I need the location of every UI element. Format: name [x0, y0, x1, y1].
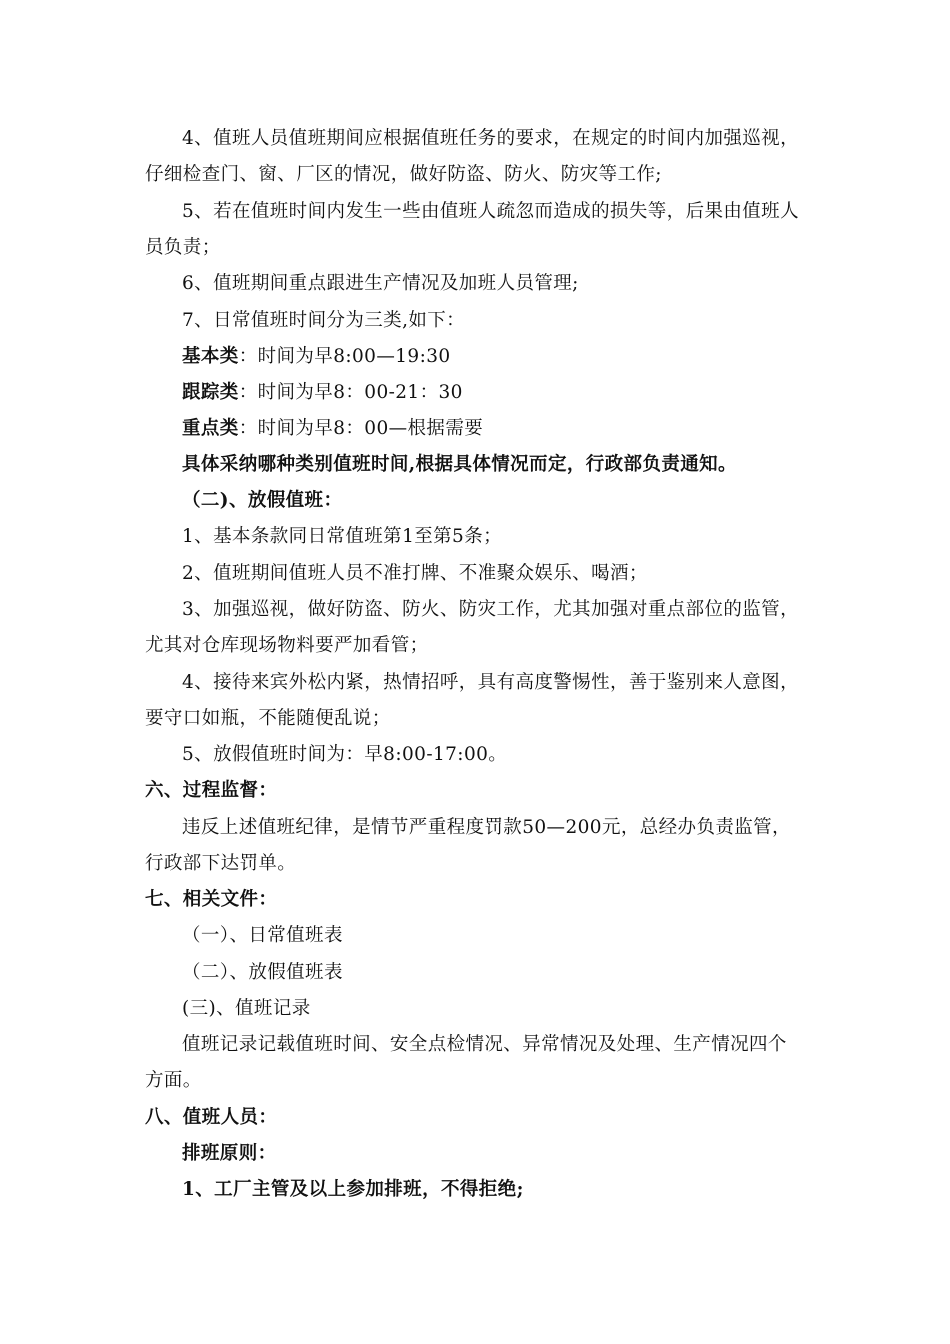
paragraph-line: 要守口如瓶，不能随便乱说； [145, 708, 391, 729]
section-heading: 六、过程监督： [145, 780, 278, 801]
paragraph-line: 4、值班人员值班期间应根据值班任务的要求，在规定的时间内加强巡视， [182, 128, 799, 149]
schedule-label: 跟踪类 [182, 382, 239, 403]
schedule-label: 基本类 [182, 346, 239, 367]
paragraph-line: 2、值班期间值班人员不准打牌、不准聚众娱乐、喝酒； [182, 563, 648, 584]
paragraph-line: 员负责； [145, 237, 221, 258]
paragraph-line: 1、基本条款同日常值班第1至第5条； [182, 526, 503, 547]
paragraph-line: 尤其对仓库现场物料要严加看管； [145, 635, 429, 656]
paragraph-line: 行政部下达罚单。 [145, 853, 297, 874]
section-heading: （二)、放假值班： [182, 490, 343, 511]
file-item: （一）、日常值班表 [182, 925, 343, 946]
paragraph-line: 5、放假值班时间为：早8:00-17:00。 [182, 744, 508, 765]
paragraph-line: 3、加强巡视，做好防盗、防火、防灾工作，尤其加强对重点部位的监管， [182, 599, 799, 620]
file-item: (三)、值班记录 [182, 998, 311, 1019]
schedule-label: 重点类 [182, 418, 239, 439]
section-heading: 七、相关文件： [145, 889, 278, 910]
bold-note: 具体采纳哪种类别值班时间,根据具体情况而定，行政部负责通知。 [182, 454, 737, 475]
paragraph-line: 6、值班期间重点跟进生产情况及加班人员管理; [182, 273, 579, 294]
schedule-time: ：时间为早8：00-21：30 [238, 382, 463, 403]
paragraph-line: 违反上述值班纪律，是情节严重程度罚款50—200元，总经办负责监管， [182, 817, 791, 838]
schedule-basic [182, 339, 825, 375]
paragraph-line: 4、接待来宾外松内紧，热情招呼，具有高度警惕性，善于鉴别来人意图， [182, 672, 799, 693]
schedule-key [182, 411, 825, 447]
paragraph-line: 值班记录记载值班时间、安全点检情况、异常情况及处理、生产情况四个 [182, 1034, 787, 1055]
file-item: （二）、放假值班表 [182, 962, 343, 983]
schedule-time: ：时间为早8:00—19:30 [238, 346, 451, 367]
paragraph-line: 5、若在值班时间内发生一些由值班人疏忽而造成的损失等，后果由值班人 [182, 201, 799, 222]
schedule-time: ：时间为早8：00—根据需要 [238, 418, 484, 439]
schedule-tracking [182, 375, 825, 411]
paragraph-line: 7、日常值班时间分为三类,如下： [182, 310, 466, 331]
bold-rule: 1、工厂主管及以上参加排班，不得拒绝; [182, 1179, 524, 1200]
paragraph-line: 仔细检查门、窗、厂区的情况，做好防盗、防火、防灾等工作; [145, 164, 662, 185]
subheading: 排班原则： [182, 1143, 277, 1164]
paragraph-line: 方面。 [145, 1070, 202, 1091]
section-heading: 八、值班人员： [145, 1107, 278, 1128]
